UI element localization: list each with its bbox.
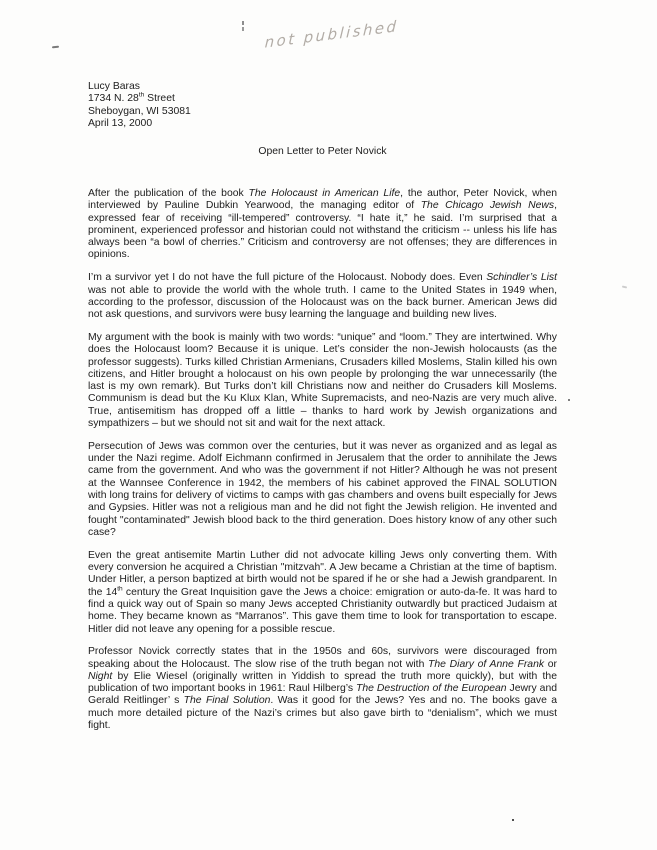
letter-title: Open Letter to Peter Novick — [258, 146, 387, 157]
letter-body — [88, 188, 557, 743]
sender-line: Lucy Baras — [88, 81, 140, 92]
scan-dash-mark — [52, 46, 59, 49]
sender-line: April 13, 2000 — [88, 117, 153, 129]
handwritten-annotation: not published — [264, 17, 399, 52]
paragraph: My argument with the book is mainly with two words: “unique” and “loom.” They are intertwined. Why does the Holocaust loom? Because it is unique. Let’s consider the non-Jewish holocausts (as the professor suggests). Turks killed Christian Armenians, Crusaders killed Moslems, Stalin killed his own citizens, and Hitler brought a holocaust on his own people by prolonging the war unnecessarily (the last is my own remark). But Turks don’t kill Christians now and neither do Crusaders kill Moslems. Communism is dead but the Ku Klux Klan, White Supremacists, and neo-Nazis are very much alive. True, antisemitism has dropped off a little – thanks to hard work by Jewish organizations and sympathizers – but we should not sit and wait for the next attack. — [88, 331, 557, 430]
paragraph: Persecution of Jews was common over the centuries, but it was never as organized and as legal as under the Nazi regime. Adolf Eichmann confirmed in Jerusalem that the order to annihilate the Jews came from the government. And who was the government if not Hitler? Although he was not present at the Wannsee Conference in 1942, the members of his cabinet approved the FINAL SOLUTION with long trains for delivery of victims to camps with gas chambers and ovens built especially for Jews and Gypsies. Hitler was not a religious man and he did not fight the Jewish religion. He invented and fought "contaminated" Jewish blood back to the third generation. Does history know of any other such case? — [88, 440, 557, 538]
scan-smudge — [622, 286, 627, 289]
paragraph: Even the great antisemite Martin Luther did not advocate killing Jews only converting them. With every conversion he acquired a Christian "mitzvah". A Jew became a Christian at the time of baptism. Under Hitler, a person baptized at birth would not be spared if he or she had a Jewish grandparent. In the 14th century the Great Inquisition gave the Jews a choice: emigration or auto-da-fe. It was hard to find a quick way out of Spain so many Jews accepted Christianity outwardly but practiced Judaism at home. They became known as “Marranos”. This gave them time to look for transportation to escape. Hitler did not leave any opening for a possible rescue. — [88, 549, 557, 635]
sender-line: Sheboygan, WI 53081 — [88, 105, 191, 117]
paragraph: After the publication of the book The Holocaust in American Life, the author, Peter Novick, when interviewed by Pauline Dubkin Yearwood, the managing editor of The Chicago Jewish News, expressed fear of receiving “ill-tempered” controversy. “I hate it,” he said. I’m surprised that a prominent, experienced professor and historian could not withstand the criticism -- unless his life has always been “a bowl of cherries.” Criticism and controversy are not offenses; they are differences in opinions. — [88, 188, 558, 261]
scan-artifact-dot — [512, 819, 514, 821]
scan-stray-period — [568, 399, 570, 401]
sender-line: 1734 N. 28th Street — [88, 91, 175, 105]
sender-block — [88, 81, 191, 130]
paragraph: I’m a survivor yet I do not have the full picture of the Holocaust. Nobody does. Even Schindler’s List was not able to provide the world with the whole truth. I came to the United States in 1949 when, according to the professor, discussion of the Holocaust was on the back burner. American Jews did not ask questions, and survivors were busy learning the language and building new lives. — [88, 272, 557, 321]
paragraph: Professor Novick correctly states that in the 1950s and 60s, survivors were discouraged from speaking about the Holocaust. The slow rise of the truth began not with The Diary of Anne Frank or Night by Elie Wiesel (originally written in Yiddish to spread the truth more quickly), but with the publication of two important books in 1961: Raul Hilberg’s The Destruction of the European Jewry and Gerald Reitlinger’ s The Final Solution. Was it good for the Jews? Yes and no. The books gave a much more detailed picture of the Nazi’s crimes but also gave birth to “denialism”, which we must fight. — [88, 646, 557, 732]
scan-tick-mark — [242, 21, 244, 25]
